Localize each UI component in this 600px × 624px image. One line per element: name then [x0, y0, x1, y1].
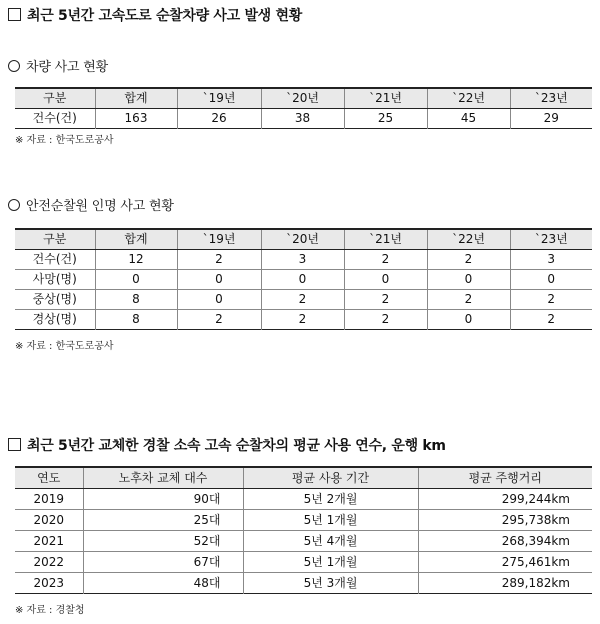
table-row: [15, 290, 592, 310]
table-cell: 0: [510, 270, 592, 290]
table-cell: 45: [427, 109, 510, 129]
table-cell: 건수(건): [15, 109, 95, 129]
table-cell: 90대: [83, 489, 243, 510]
table-cell: 5년 1개월: [243, 510, 418, 531]
table-cell: 2: [427, 290, 510, 310]
table-cell: 26: [177, 109, 261, 129]
table-header-row: [15, 229, 592, 250]
table-header-cell: 노후차 교체 대수: [83, 467, 243, 489]
table-row: [15, 573, 592, 594]
table-cell: 0: [427, 270, 510, 290]
table-cell: 2: [344, 310, 427, 330]
table-header-cell: 합계: [95, 229, 177, 250]
section1-title-text: 최근 5년간 고속도로 순찰차량 사고 발생 현황: [27, 8, 302, 24]
table-header-cell: `23년: [510, 88, 592, 109]
table-cell: 2: [344, 250, 427, 270]
table-header-cell: 평균 주행거리: [418, 467, 592, 489]
table-header-cell: 합계: [95, 88, 177, 109]
table-header-cell: `20년: [261, 88, 344, 109]
table-header-cell: `20년: [261, 229, 344, 250]
table-header-cell: `22년: [427, 229, 510, 250]
table-header-cell: `21년: [344, 88, 427, 109]
table-cell: 48대: [83, 573, 243, 594]
table-row: [15, 510, 592, 531]
table-cell: 2: [177, 310, 261, 330]
table-row: [15, 250, 592, 270]
table-cell: 2021: [15, 531, 83, 552]
section2-subtitle: [8, 195, 174, 214]
section1-subtitle-text: 차량 사고 현황: [26, 60, 109, 75]
table-header-cell: `21년: [344, 229, 427, 250]
table-cell: 2: [427, 250, 510, 270]
table-cell: 2020: [15, 510, 83, 531]
table-cell: 2019: [15, 489, 83, 510]
table-cell: 0: [344, 270, 427, 290]
table-cell: 0: [95, 270, 177, 290]
table-cell: 163: [95, 109, 177, 129]
section3-title-text: 최근 5년간 교체한 경찰 소속 고속 순찰차의 평균 사용 연수, 운행 km: [27, 438, 446, 454]
table-header-cell: 평균 사용 기간: [243, 467, 418, 489]
table-header-cell: 구분: [15, 88, 95, 109]
table-cell: 29: [510, 109, 592, 129]
patrol-staff-accident-table: [15, 228, 592, 330]
table-header-cell: `23년: [510, 229, 592, 250]
table-cell: 25: [344, 109, 427, 129]
section2-subtitle-text: 안전순찰원 인명 사고 현황: [26, 199, 174, 214]
checkbox-square-icon: [8, 8, 21, 21]
table-cell: 2: [510, 310, 592, 330]
table-row: [15, 310, 592, 330]
section1-source: ※ 자료 : 한국도로공사: [15, 135, 114, 146]
table-cell: 3: [510, 250, 592, 270]
table-header-row: [15, 88, 592, 109]
table-cell: 사망(명): [15, 270, 95, 290]
table-cell: 25대: [83, 510, 243, 531]
section3-source: ※ 자료 : 경찰청: [15, 605, 85, 616]
table-row: [15, 109, 592, 129]
section1-subtitle: [8, 56, 108, 75]
table-cell: 0: [177, 270, 261, 290]
table-cell: 0: [261, 270, 344, 290]
table-cell: 289,182km: [418, 573, 592, 594]
table-cell: 5년 4개월: [243, 531, 418, 552]
table-cell: 12: [95, 250, 177, 270]
table-cell: 건수(건): [15, 250, 95, 270]
table-cell: 295,738km: [418, 510, 592, 531]
table-cell: 275,461km: [418, 552, 592, 573]
table-cell: 299,244km: [418, 489, 592, 510]
table-header-cell: `19년: [177, 229, 261, 250]
table-cell: 268,394km: [418, 531, 592, 552]
table-header-cell: `19년: [177, 88, 261, 109]
table-row: [15, 552, 592, 573]
table-cell: 67대: [83, 552, 243, 573]
table-cell: 2: [177, 250, 261, 270]
table-cell: 경상(명): [15, 310, 95, 330]
section2-source: ※ 자료 : 한국도로공사: [15, 341, 114, 352]
table-cell: 2: [510, 290, 592, 310]
table-row: [15, 270, 592, 290]
table-row: [15, 489, 592, 510]
table-cell: 2: [261, 310, 344, 330]
table-cell: 52대: [83, 531, 243, 552]
table-cell: 0: [427, 310, 510, 330]
table-header-row: [15, 467, 592, 489]
circle-bullet-icon: [8, 199, 20, 211]
vehicle-accident-table: [15, 87, 592, 129]
table-cell: 38: [261, 109, 344, 129]
table-header-cell: `22년: [427, 88, 510, 109]
table-cell: 중상(명): [15, 290, 95, 310]
table-cell: 5년 1개월: [243, 552, 418, 573]
section1-title: [8, 5, 302, 25]
circle-bullet-icon: [8, 60, 20, 72]
table-cell: 0: [177, 290, 261, 310]
section3-title: [8, 435, 446, 455]
table-cell: 8: [95, 290, 177, 310]
table-header-cell: 구분: [15, 229, 95, 250]
police-patrol-car-table: [15, 466, 592, 594]
table-header-cell: 연도: [15, 467, 83, 489]
checkbox-square-icon: [8, 438, 21, 451]
table-cell: 5년 2개월: [243, 489, 418, 510]
table-cell: 8: [95, 310, 177, 330]
table-cell: 5년 3개월: [243, 573, 418, 594]
table-cell: 2022: [15, 552, 83, 573]
table-cell: 2023: [15, 573, 83, 594]
table-cell: 3: [261, 250, 344, 270]
table-cell: 2: [261, 290, 344, 310]
table-cell: 2: [344, 290, 427, 310]
table-row: [15, 531, 592, 552]
